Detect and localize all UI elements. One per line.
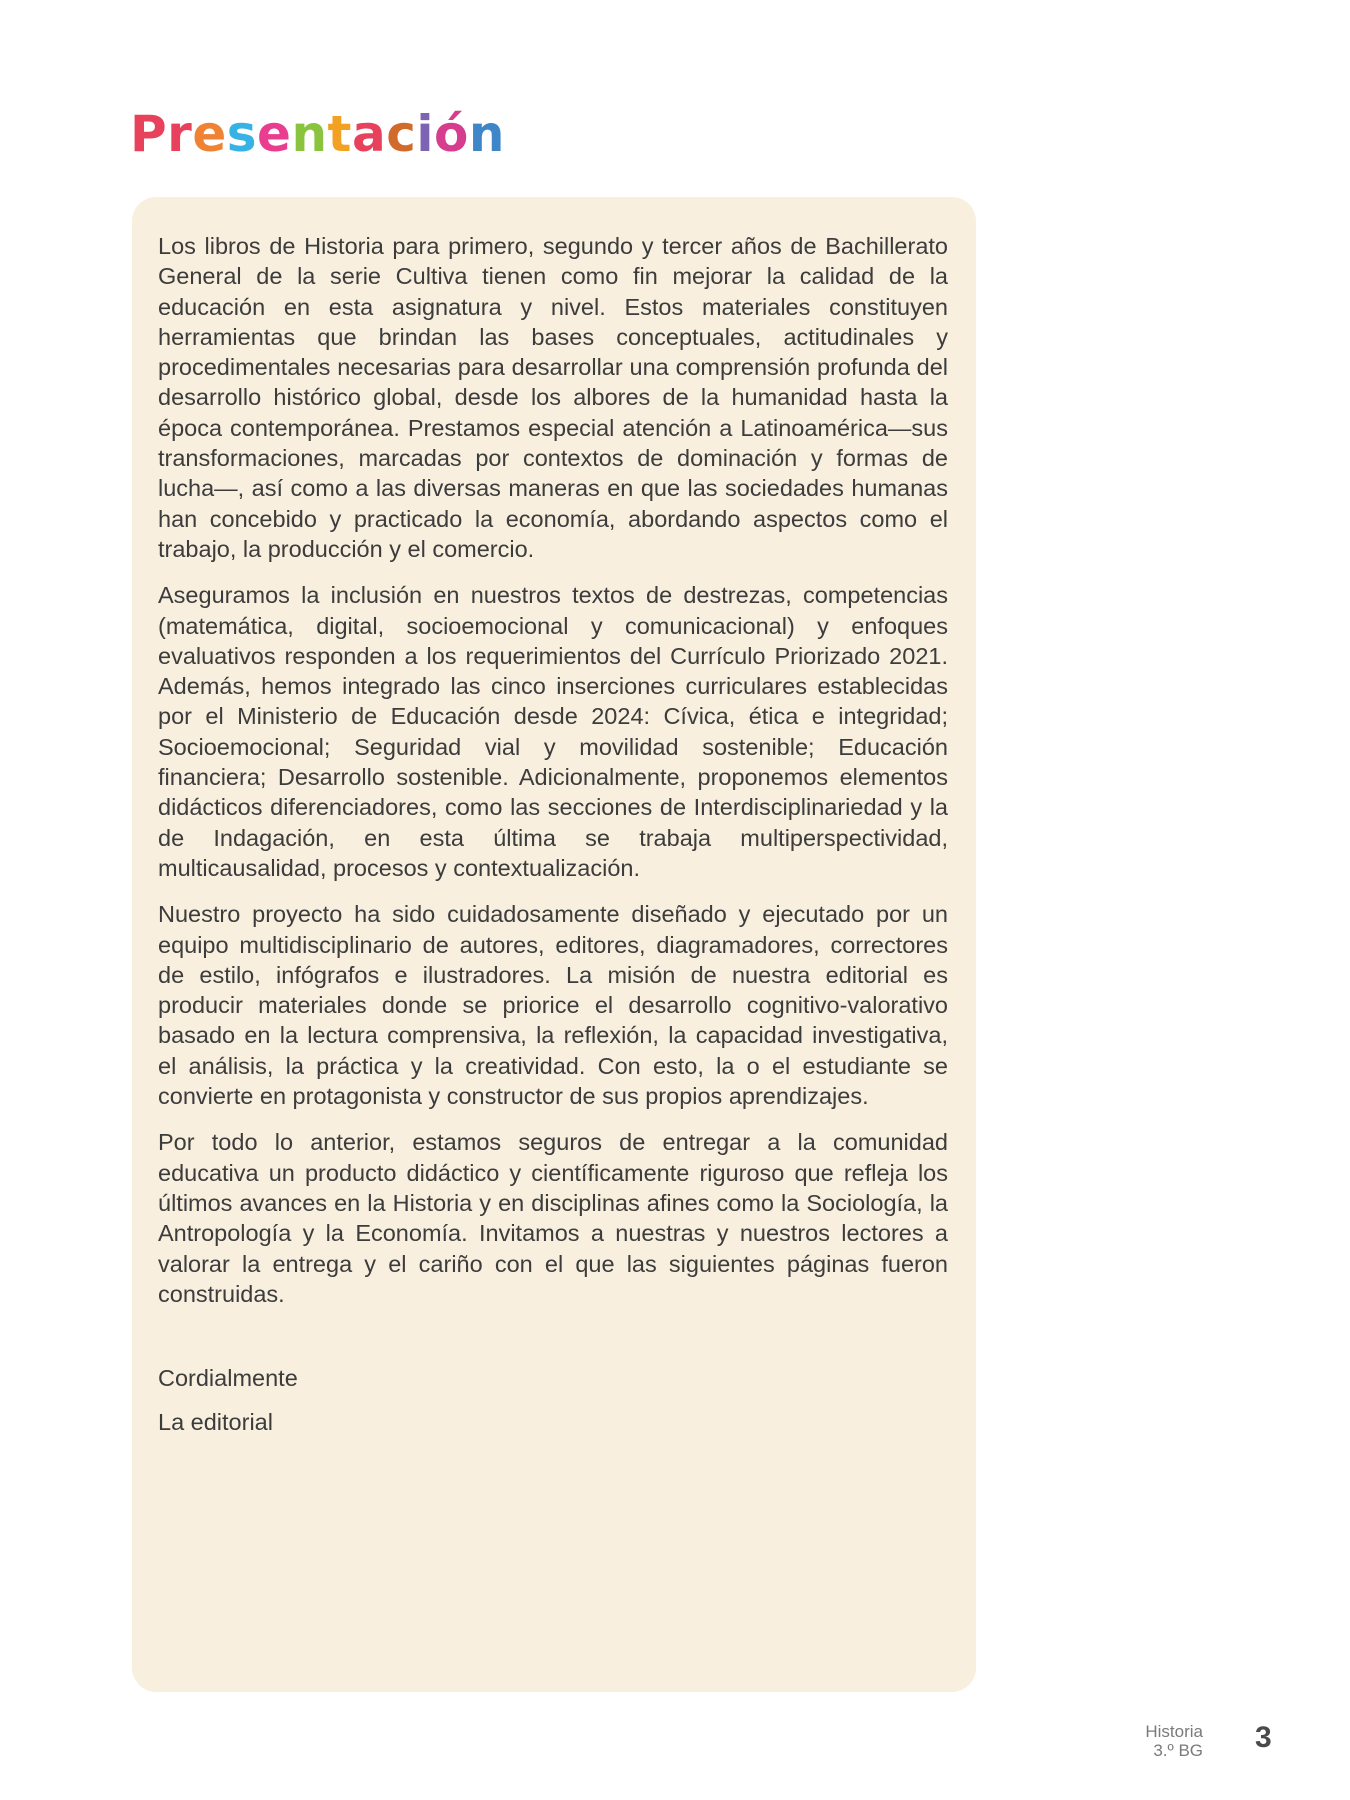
title-letter: r — [167, 105, 193, 163]
title-letter: P — [130, 105, 168, 163]
title-letter: e — [257, 105, 292, 163]
closing-salutation: Cordialmente — [158, 1365, 298, 1392]
page-folio — [1145, 1722, 1203, 1760]
page-title — [130, 104, 505, 164]
title-letter: a — [351, 105, 387, 163]
title-letter: n — [468, 105, 505, 163]
paragraph-1: Los libros de Historia para primero, segundo y tercer años de Bachillerato General de la serie Cultiva tienen como fin mejorar la calidad de la educación en esta asignatura y nivel. Estos materiales constituyen herramientas que brindan las bases conceptuales, actitudinales y procedimentales necesarias para desarrollar una comprensión profunda del desarrollo histórico global, desde los albores de la humanidad hasta la época contemporánea. Prestamos especial atención a Latinoamérica—sus transformaciones, marcadas por contextos de dominación y formas de lucha—, así como a las diversas maneras en que las sociedades humanas han concebido y practicado la economía, abordando aspectos como el trabajo, la producción y el comercio. — [158, 233, 948, 562]
folio-grade: 3.º BG — [1153, 1741, 1203, 1760]
presentation-text — [158, 231, 948, 1452]
paragraph-3: Nuestro proyecto ha sido cuidadosamente diseñado y ejecutado por un equipo multidisciplinario de autores, editores, diagramadores, correctores de estilo, infógrafos e ilustradores. La misión de nuestra editorial es producir materiales donde se priorice el desarrollo cognitivo-valorativo basado en la lectura comprensiva, la reflexión, la capacidad investigativa, el análisis, la práctica y la creatividad. Con esto, la o el estudiante se convierte en protagonista y constructor de sus propios aprendizajes. — [158, 901, 948, 1110]
title-letter: t — [327, 105, 352, 163]
title-letter: s — [226, 105, 258, 163]
title-letter: ó — [433, 105, 469, 163]
signature: La editorial — [158, 1409, 273, 1436]
page-number: 3 — [1255, 1721, 1272, 1754]
paragraph-2: Aseguramos la inclusión en nuestros textos de destrezas, competencias (matemática, digital, socioemocional y comunicacional) y enfoques evaluativos responden a los requerimientos del Currículo Priorizado 2021. Además, hemos integrado las cinco inserciones curriculares establecidas por el Ministerio de Educación desde 2024: Cívica, ética e integridad; Socioemocional; Seguridad vial y movilidad sostenible; Educación financiera; Desarrollo sostenible. Adicionalmente, proponemos elementos didácticos diferenciadores, como las secciones de Interdisciplinariedad y la de Indagación, en esta última se trabaja multiperspectividad, multicausalidad, procesos y contextualización. — [158, 582, 948, 881]
title-letter: e — [192, 105, 227, 163]
title-letter: n — [291, 105, 328, 163]
presentation-panel — [132, 197, 976, 1692]
closing-block — [158, 1363, 948, 1438]
title-letter: c — [386, 105, 417, 163]
folio-subject: Historia — [1145, 1722, 1203, 1741]
paragraph-4: Por todo lo anterior, estamos seguros de entregar a la comunidad educativa un producto didáctico y científicamente riguroso que refleja los últimos avances en la Historia y en disciplinas afines como la Sociología, la Antropología y la Economía. Invitamos a nuestras y nuestros lectores a valorar la entrega y el cariño con el que las siguientes páginas fueron construidas. — [158, 1129, 948, 1307]
title-letter: i — [416, 105, 434, 163]
